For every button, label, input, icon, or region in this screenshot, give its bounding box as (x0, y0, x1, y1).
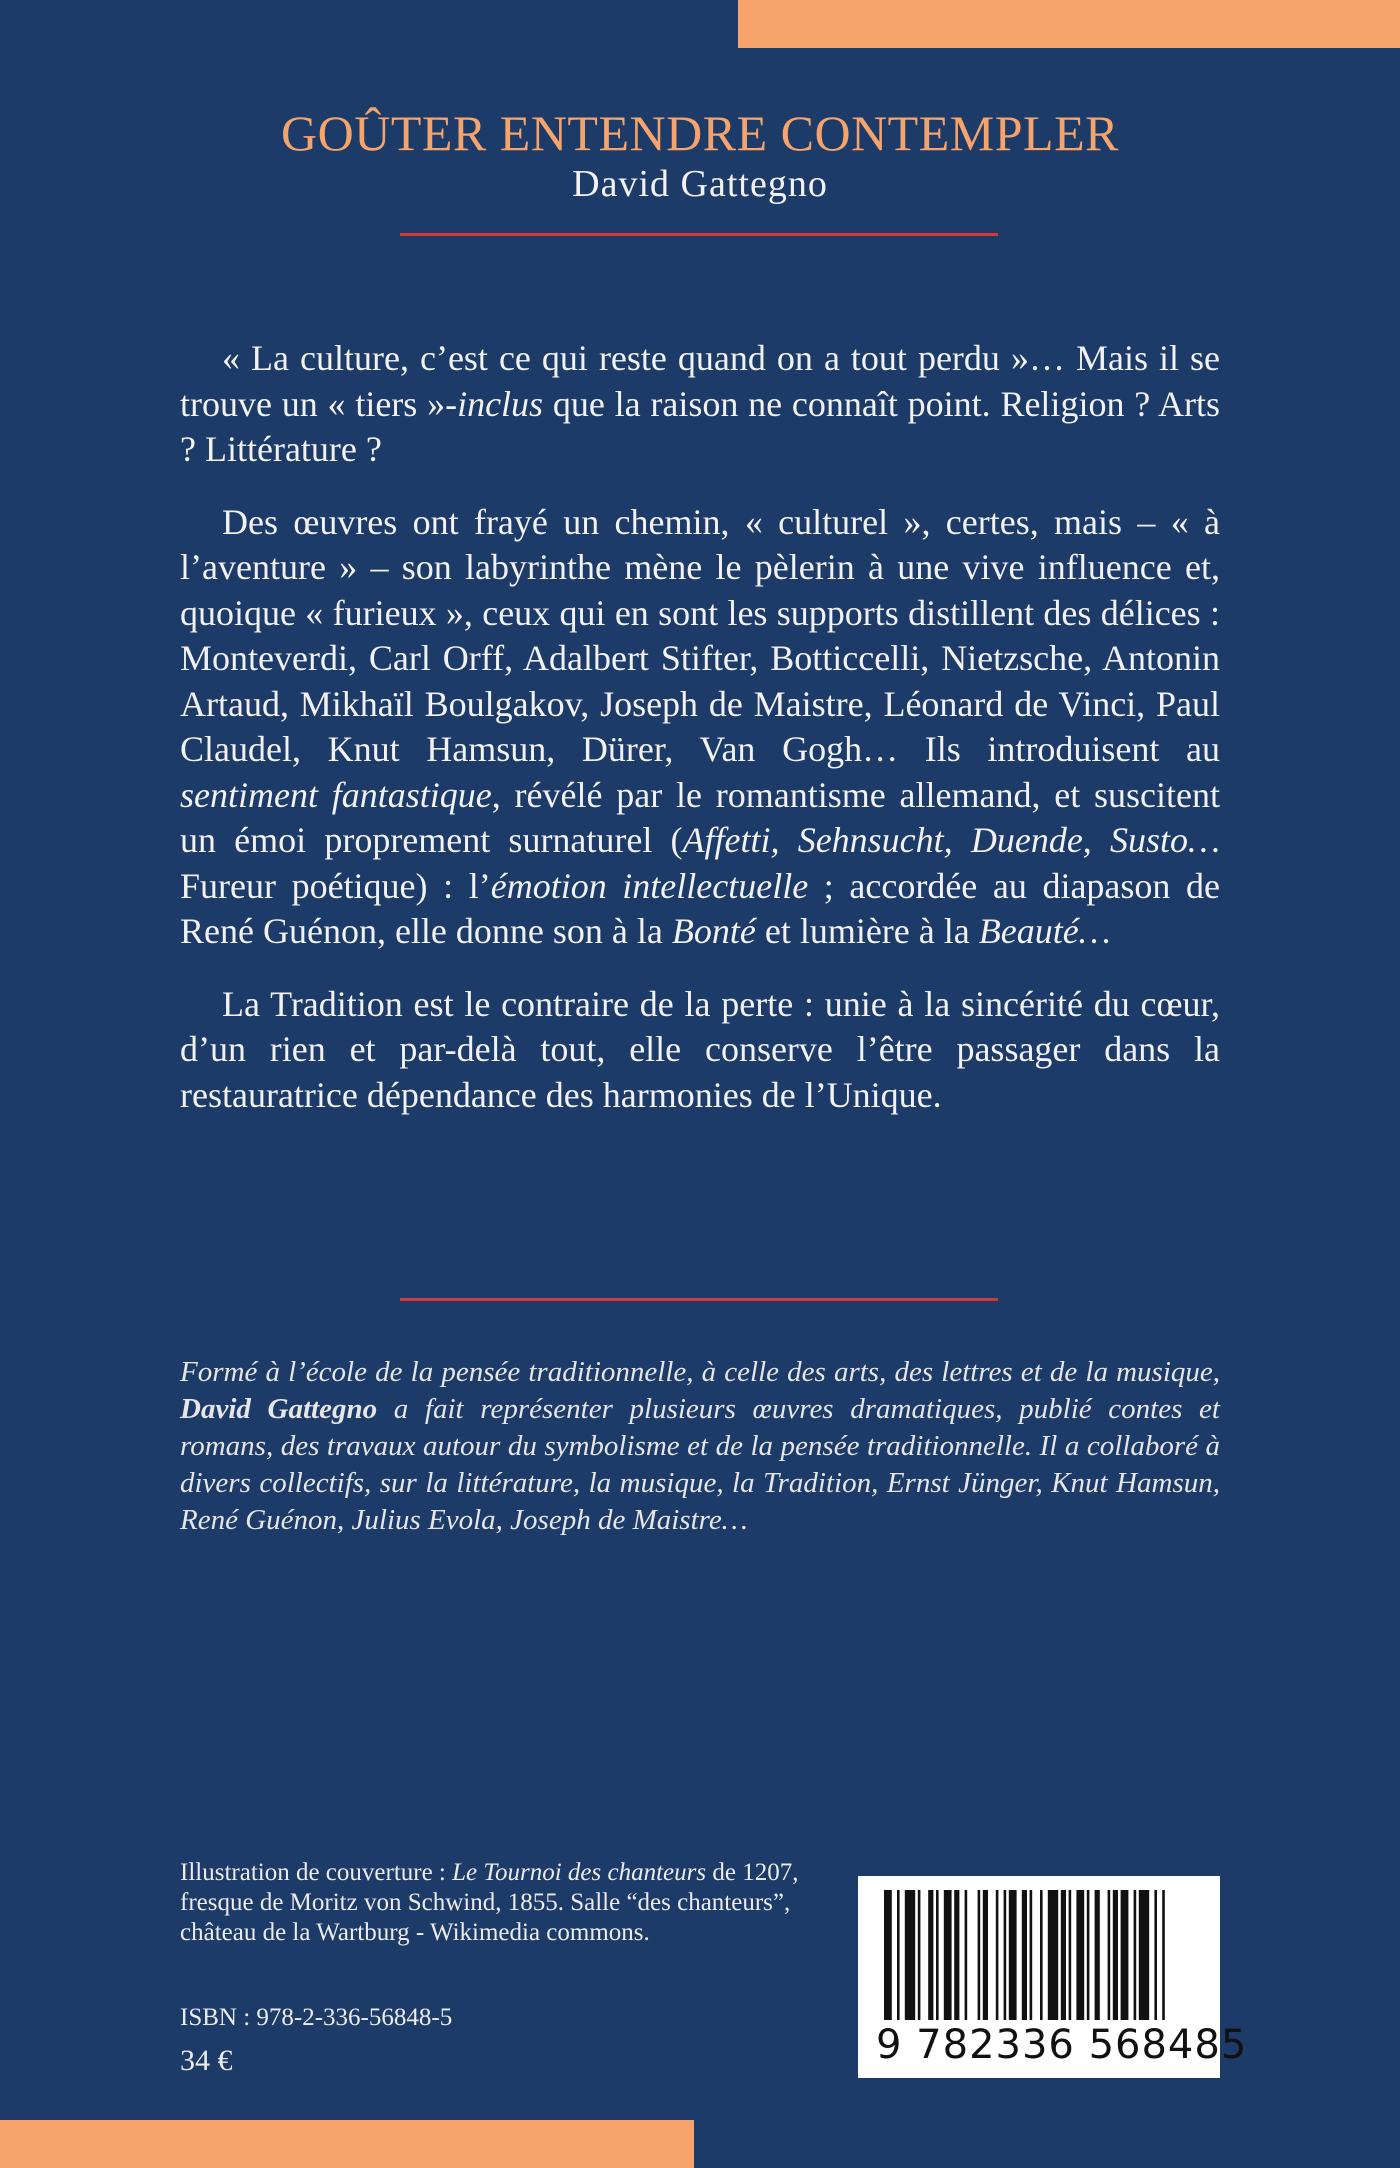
barcode-bar (1108, 1890, 1111, 2020)
isbn: ISBN : 978-2-336-56848-5 (180, 2004, 453, 2031)
barcode-bar (1087, 1890, 1090, 2020)
barcode-bar (1134, 1890, 1137, 2020)
barcode-bar (897, 1890, 900, 2020)
barcode-bar (954, 1890, 959, 2020)
barcode-bar (1004, 1890, 1007, 2020)
barcode-bar (928, 1890, 933, 2020)
barcode-bar (1095, 1890, 1100, 2020)
middle-divider (400, 1298, 998, 1301)
barcode-bar (983, 1890, 988, 2020)
barcode-bar (1139, 1890, 1149, 2020)
barcode-bars (858, 1876, 1220, 2026)
barcode-bar (1048, 1890, 1058, 2020)
barcode-bar (996, 1890, 999, 2020)
barcode-bar (1069, 1890, 1072, 2020)
barcode-bar (1009, 1890, 1017, 2020)
barcode-bar (1061, 1890, 1066, 2020)
cover-illustration-credit: Illustration de couverture : Le Tournoi des chanteurs de 1207, fresque de Moritz von Schwind, 1855. Salle “des chanteurs”, château de la Wartburg - Wikimedia commons. (180, 1859, 799, 1946)
blurb-paragraph-2: Des œuvres ont frayé un chemin, « culturel », certes, mais – « à l’aventure » – son labyrinthe mène le pèlerin à une vive influence et, quoique « furieux », ceux qui en sont les supports distillent des délices : Monteverdi, Carl Orff, Adalbert Stifter, Botticcelli, Nietzsche, Antonin Artaud, Mikhaïl Boulgakov, Joseph de Maistre, Léonard de Vinci, Paul Claudel, Knut Hamsun, Dürer, Van Gogh… Ils introduisent au sentiment fantastique, révélé par le romantisme allemand, et suscitent un émoi proprement surnaturel (Affetti, Sehnsucht, Duende, Susto… Fureur poétique) : l’émotion intellectuelle ; accordée au diapason de René Guénon, elle donne son à la Bonté et lumière à la Beauté… (180, 501, 1221, 951)
barcode-bar (1113, 1890, 1118, 2020)
barcode-bar (884, 1890, 892, 2020)
barcode-bar (1022, 1890, 1027, 2020)
author-biography: Formé à l’école de la pensée traditionnelle, à celle des arts, des lettres et de la musique, David Gattegno a fait représenter plusieurs œuvres dramatiques, publié contes et romans, des travaux autour du symbolisme et de la pensée traditionnelle. Il a collaboré à divers collectifs, sur la littérature, la musique, la Tradition, Ernst Jünger, Knut Hamsun, René Guénon, Julius Evola, Joseph de Maistre… (180, 1356, 1220, 1536)
back-cover-blurb (180, 336, 1220, 1145)
price: 34 € (180, 2044, 233, 2077)
book-title: GOÛTER ENTENDRE CONTEMPLER (281, 105, 1119, 161)
barcode-bar (1076, 1890, 1084, 2020)
blurb-paragraph-1: « La culture, c’est ce qui reste quand on a tout perdu »… Mais il se trouve un « tiers »-inclus que la raison ne connaît point. Religion ? Arts ? Littérature ? (180, 338, 1220, 469)
barcode-bar (1040, 1890, 1043, 2020)
barcode-bar (918, 1890, 921, 2020)
barcode-bar (978, 1890, 981, 2020)
book-author: David Gattegno (572, 163, 828, 205)
barcode-bar (1121, 1890, 1129, 2020)
barcode-bar (1030, 1890, 1033, 2020)
barcode (858, 1876, 1248, 2078)
bio-author-name: David Gattegno (180, 1393, 378, 1425)
bottom-accent-bar (0, 2120, 694, 2168)
barcode-digits: 9 782336 568485 (876, 2022, 1248, 2068)
top-accent-bar (738, 0, 1400, 48)
barcode-bar (1154, 1890, 1157, 2020)
barcode-bar (905, 1890, 915, 2020)
barcode-bar (944, 1890, 952, 2020)
barcode-bar (936, 1890, 939, 2020)
barcode-bar (965, 1890, 968, 2020)
barcode-bar (1162, 1890, 1165, 2020)
blurb-paragraph-3: La Tradition est le contraire de la perte : unie à la sincérité du cœur, d’un rien et par-delà tout, elle conserve l’être passager dans la restauratrice dépendance des harmonies de l’Unique. (180, 983, 1220, 1115)
top-divider (400, 233, 998, 236)
